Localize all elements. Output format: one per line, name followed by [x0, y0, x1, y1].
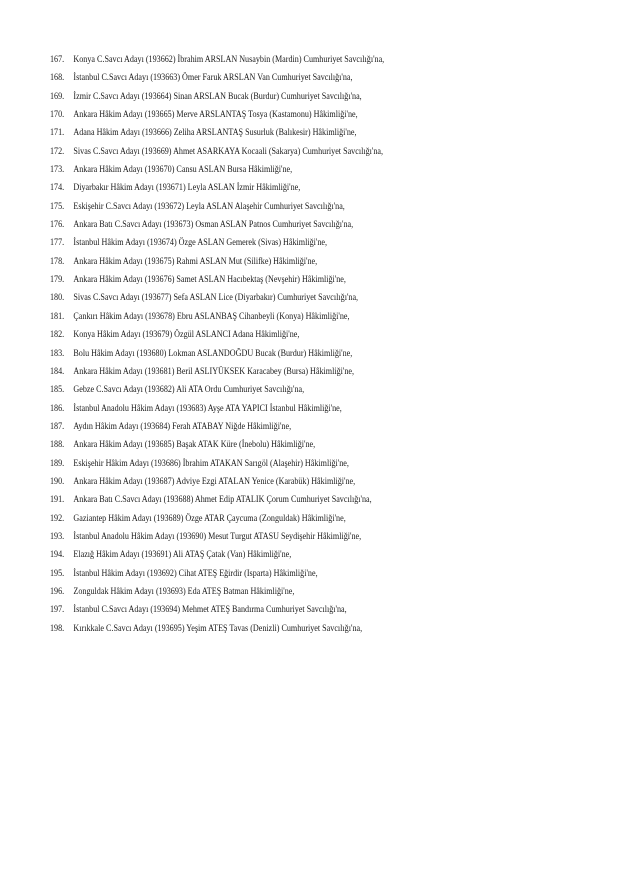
item-text: Ankara Hâkim Adayı (193676) Samet ASLAN Hacıbektaş (Nevşehir) Hâkimliği'ne, — [73, 274, 346, 285]
item-number: 193. — [50, 530, 65, 541]
list-item — [50, 233, 518, 251]
item-text: Ankara Hâkim Adayı (193670) Cansu ASLAN Bursa Hâkimliği'ne, — [73, 164, 293, 175]
item-number: 168. — [50, 72, 65, 83]
list-item — [50, 509, 518, 527]
item-text: İzmir C.Savcı Adayı (193664) Sinan ARSLAN Bucak (Burdur) Cumhuriyet Savcılığı'na, — [73, 90, 362, 101]
item-number: 178. — [50, 255, 65, 266]
item-number: 198. — [50, 622, 65, 633]
item-text: Eskişehir C.Savcı Adayı (193672) Leyla ASLAN Alaşehir Cumhuriyet Savcılığı'na, — [73, 200, 345, 211]
item-text: Ankara Hâkim Adayı (193675) Rahmi ASLAN Mut (Silifke) Hâkimliği'ne, — [73, 255, 318, 266]
item-text: Elazığ Hâkim Adayı (193691) Ali ATAŞ Çatak (Van) Hâkimliği'ne, — [73, 549, 292, 560]
item-text: Gebze C.Savcı Adayı (193682) Ali ATA Ordu Cumhuriyet Savcılığı'na, — [73, 384, 305, 395]
item-number: 171. — [50, 127, 65, 138]
list-item — [50, 325, 518, 343]
item-text: İstanbul Hâkim Adayı (193674) Özge ASLAN Gemerek (Sivas) Hâkimliği'ne, — [73, 237, 328, 248]
list-item — [50, 619, 518, 637]
item-text: Ankara Batı C.Savcı Adayı (193688) Ahmet Edip ATALIK Çorum Cumhuriyet Savcılığı'na, — [73, 494, 372, 505]
list-item — [50, 454, 518, 472]
item-text: Konya Hâkim Adayı (193679) Özgül ASLANCI Adana Hâkimliği'ne, — [73, 329, 300, 340]
list-item — [50, 582, 518, 600]
item-number: 196. — [50, 585, 65, 596]
list-item — [50, 142, 518, 160]
item-text: Adana Hâkim Adayı (193666) Zeliha ARSLANTAŞ Susurluk (Balıkesir) Hâkimliği'ne, — [73, 127, 357, 138]
item-text: İstanbul C.Savcı Adayı (193663) Ömer Faruk ARSLAN Van Cumhuriyet Savcılığı'na, — [73, 72, 353, 83]
list-item — [50, 435, 518, 453]
item-number: 195. — [50, 567, 65, 578]
list-item — [50, 399, 518, 417]
item-text: Çankırı Hâkim Adayı (193678) Ebru ASLANBAŞ Cihanbeyli (Konya) Hâkimliği'ne, — [73, 310, 350, 321]
item-text: Gaziantep Hâkim Adayı (193689) Özge ATAR Çaycuma (Zonguldak) Hâkimliği'ne, — [73, 512, 346, 523]
list-item — [50, 68, 518, 86]
item-number: 183. — [50, 347, 65, 358]
list-item — [50, 362, 518, 380]
item-text: Sivas C.Savcı Adayı (193669) Ahmet ASARKAYA Kocaali (Sakarya) Cumhuriyet Savcılığı'na, — [73, 145, 384, 156]
list-item — [50, 564, 518, 582]
item-number: 180. — [50, 292, 65, 303]
list-item — [50, 380, 518, 398]
list-item — [50, 417, 518, 435]
item-number: 173. — [50, 164, 65, 175]
list-item — [50, 527, 518, 545]
item-number: 176. — [50, 219, 65, 230]
list-item — [50, 270, 518, 288]
item-number: 172. — [50, 145, 65, 156]
item-number: 169. — [50, 90, 65, 101]
item-text: Ankara Batı C.Savcı Adayı (193673) Osman ASLAN Patnos Cumhuriyet Savcılığı'na, — [73, 219, 354, 230]
item-text: Diyarbakır Hâkim Adayı (193671) Leyla ASLAN İzmir Hâkimliği'ne, — [73, 182, 301, 193]
item-text: Kırıkkale C.Savcı Adayı (193695) Yeşim ATEŞ Tavas (Denizli) Cumhuriyet Savcılığı'na, — [73, 622, 363, 633]
item-text: Bolu Hâkim Adayı (193680) Lokman ASLANDOĞDU Bucak (Burdur) Hâkimliği'ne, — [73, 347, 353, 358]
list-item — [50, 50, 518, 68]
item-number: 177. — [50, 237, 65, 248]
item-text: Eskişehir Hâkim Adayı (193686) İbrahim ATAKAN Sarıgöl (Alaşehir) Hâkimliği'ne, — [73, 457, 349, 468]
list-item — [50, 105, 518, 123]
list-item — [50, 197, 518, 215]
list-item — [50, 600, 518, 618]
item-number: 184. — [50, 365, 65, 376]
item-text: Aydın Hâkim Adayı (193684) Ferah ATABAY Niğde Hâkimliği'ne, — [73, 420, 292, 431]
item-number: 167. — [50, 54, 65, 64]
item-text: Ankara Hâkim Adayı (193687) Adviye Ezgi ATALAN Yenice (Karabük) Hâkimliği'ne, — [73, 475, 356, 486]
list-item — [50, 215, 518, 233]
item-text: İstanbul Anadolu Hâkim Adayı (193690) Mesut Turgut ATASU Seydişehir Hâkimliği'ne, — [73, 530, 362, 541]
list-item — [50, 472, 518, 490]
item-number: 181. — [50, 310, 65, 321]
item-number: 174. — [50, 182, 65, 193]
list-item — [50, 307, 518, 325]
item-text: Konya C.Savcı Adayı (193662) İbrahim ARSLAN Nusaybin (Mardin) Cumhuriyet Savcılığı'na, — [73, 54, 385, 64]
item-number: 188. — [50, 439, 65, 450]
item-number: 179. — [50, 274, 65, 285]
list-item — [50, 490, 518, 508]
item-text: İstanbul C.Savcı Adayı (193694) Mehmet ATEŞ Bandırma Cumhuriyet Savcılığı'na, — [73, 604, 347, 615]
item-text: İstanbul Anadolu Hâkim Adayı (193683) Ayşe ATA YAPICI İstanbul Hâkimliği'ne, — [73, 402, 342, 413]
item-number: 182. — [50, 329, 65, 340]
item-number: 170. — [50, 109, 65, 120]
item-number: 187. — [50, 420, 65, 431]
item-number: 189. — [50, 457, 65, 468]
list-item — [50, 252, 518, 270]
list-item — [50, 87, 518, 105]
list-item — [50, 123, 518, 141]
item-number: 186. — [50, 402, 65, 413]
list-item — [50, 344, 518, 362]
item-text: İstanbul Hâkim Adayı (193692) Cihat ATEŞ Eğirdir (Isparta) Hâkimliği'ne, — [73, 567, 318, 578]
list-item — [50, 545, 518, 563]
item-number: 191. — [50, 494, 65, 505]
item-text: Sivas C.Savcı Adayı (193677) Sefa ASLAN Lice (Diyarbakır) Cumhuriyet Savcılığı'na, — [73, 292, 359, 303]
item-text: Zonguldak Hâkim Adayı (193693) Eda ATEŞ Batman Hâkimliği'ne, — [73, 585, 295, 596]
item-text: Ankara Hâkim Adayı (193681) Beril ASLIYÜKSEK Karacabey (Bursa) Hâkimliği'ne, — [73, 365, 355, 376]
list-item — [50, 178, 518, 196]
list-item — [50, 288, 518, 306]
item-text: Ankara Hâkim Adayı (193685) Başak ATAK Küre (İnebolu) Hâkimliği'ne, — [73, 439, 316, 450]
item-number: 194. — [50, 549, 65, 560]
item-number: 190. — [50, 475, 65, 486]
appointment-list — [50, 50, 570, 637]
item-number: 192. — [50, 512, 65, 523]
item-number: 185. — [50, 384, 65, 395]
item-text: Ankara Hâkim Adayı (193665) Merve ARSLANTAŞ Tosya (Kastamonu) Hâkimliği'ne, — [73, 109, 358, 120]
item-number: 197. — [50, 604, 65, 615]
item-number: 175. — [50, 200, 65, 211]
list-item — [50, 160, 518, 178]
